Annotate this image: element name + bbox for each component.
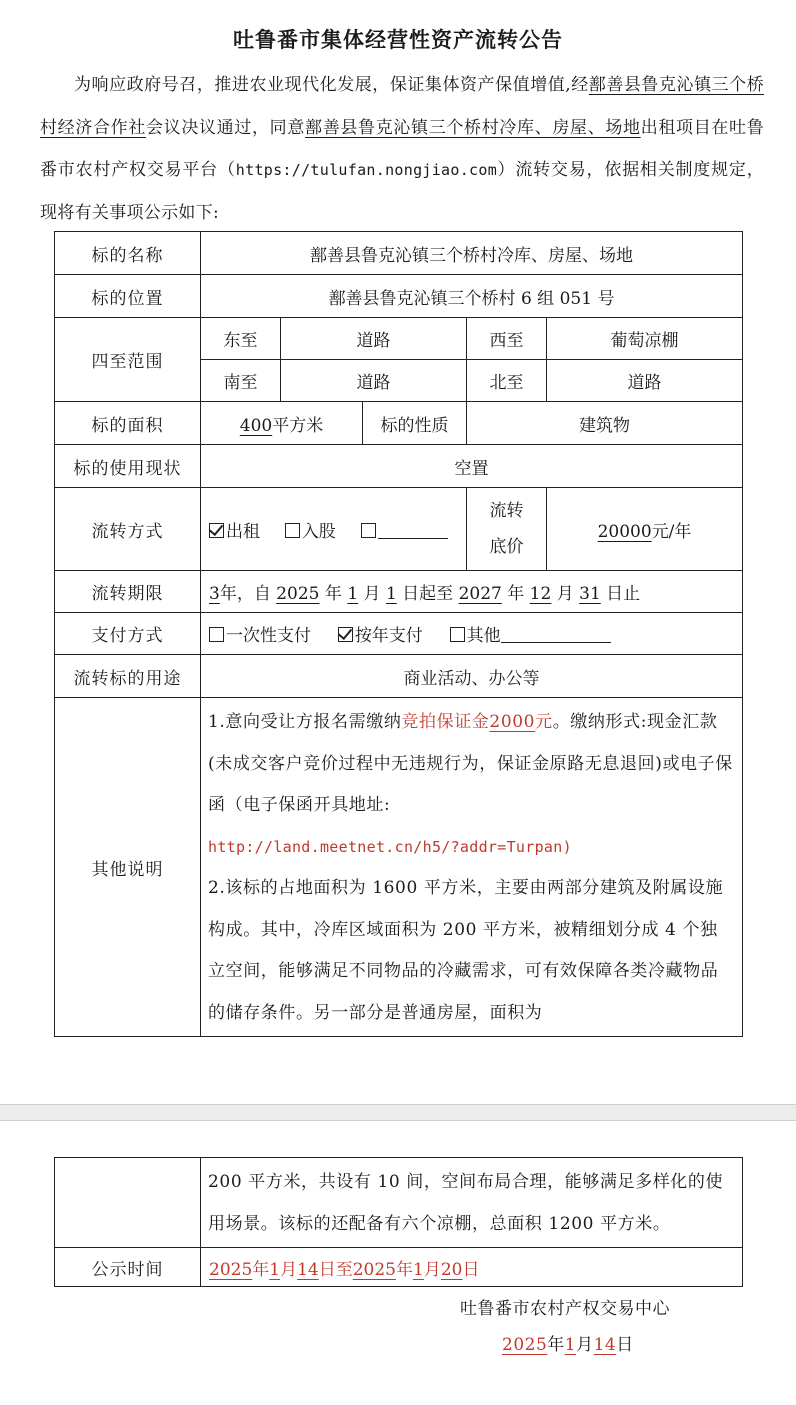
pay-yearly-checkbox[interactable] [338, 627, 353, 642]
intro-text-4: ）流转交易，依据相关制度规定，现将有关事项公示如下: [40, 160, 765, 223]
notice-end-day: 20 [440, 1259, 463, 1280]
row-name [55, 232, 743, 275]
issuer-name: 吐鲁番市农村产权交易中心 [460, 1299, 670, 1319]
name-label: 标的名称 [55, 232, 201, 275]
floor-label-1: 流转 [489, 501, 524, 521]
nature-label: 标的性质 [363, 402, 467, 445]
method-label: 流转方式 [55, 488, 201, 571]
term-text-3: 月 [358, 584, 386, 604]
term-end-month: 12 [529, 584, 552, 604]
area-number: 400 [239, 415, 273, 436]
row-status [55, 445, 743, 488]
term-end-day: 31 [579, 584, 601, 604]
floor-price-label [467, 488, 547, 571]
row-location [55, 275, 743, 318]
name-value: 鄯善县鲁克沁镇三个桥村冷库、房屋、场地 [201, 232, 743, 275]
notice-text-1: 年 [252, 1259, 270, 1280]
east-label: 东至 [201, 318, 281, 360]
area-unit: 平方米 [272, 415, 324, 436]
term-text-6: 月 [551, 584, 580, 604]
other-label-empty [55, 1158, 201, 1248]
nature-value: 建筑物 [467, 402, 743, 445]
notice-end-year: 2025 [352, 1259, 396, 1280]
east-value: 道路 [281, 318, 467, 360]
row-area [55, 402, 743, 445]
term-label: 流转期限 [55, 571, 201, 613]
notice-text-6: 日 [462, 1259, 480, 1280]
other-method-checkbox[interactable] [361, 523, 376, 538]
intro-organization: 鄯善县鲁克沁镇三个桥村经济合作社 [40, 75, 765, 138]
term-start-day: 1 [385, 584, 397, 604]
area-value [201, 402, 363, 445]
share-checkbox[interactable] [285, 523, 300, 538]
issue-day: 14 [593, 1335, 617, 1355]
row-term [55, 571, 743, 613]
notice-time-label: 公示时间 [55, 1248, 201, 1287]
floor-number: 20000 [597, 521, 652, 542]
platform-url-link[interactable]: https://tulufan.nongjiao.com [235, 161, 498, 179]
row-method [55, 488, 743, 571]
bounds-label: 四至范围 [55, 318, 201, 402]
other-method-blank[interactable] [378, 538, 448, 539]
payment-label: 支付方式 [55, 613, 201, 655]
west-value: 葡萄凉棚 [547, 318, 743, 360]
floor-label-2: 底价 [489, 537, 524, 557]
notice-text-3: 日至 [318, 1259, 353, 1280]
pay-other-blank[interactable] [501, 642, 611, 643]
issue-text-2: 月 [576, 1335, 594, 1355]
intro-text-2: 会议决议通过，同意 [146, 117, 306, 138]
pay-other-label: 其他 [466, 626, 501, 646]
term-years: 3 [209, 584, 220, 604]
term-text-1: 年，自 [219, 584, 277, 604]
south-label: 南至 [201, 360, 281, 402]
row-payment [55, 613, 743, 655]
intro-text-3: 出租项目在吐鲁番市农村产权交易平台（ [40, 117, 765, 180]
note-1-text: 1.意向受让方报名需缴纳 [208, 712, 402, 732]
note-1-continued: 。缴纳形式:现金汇款(未成交客户竞价过程中无违规行为，保证金原路无息退回)或电子保函（电子保函开具地址: [208, 712, 733, 815]
pay-other-checkbox[interactable] [450, 627, 465, 642]
status-label: 标的使用现状 [55, 445, 201, 488]
deposit-unit: 元 [535, 712, 553, 732]
notice-table [54, 231, 743, 1037]
usage-value: 商业活动、办公等 [201, 655, 743, 698]
floor-unit: 元/年 [651, 521, 692, 542]
term-start-year: 2025 [276, 584, 320, 604]
notice-start-month: 1 [269, 1259, 281, 1280]
term-text-5: 年 [501, 584, 530, 604]
row-usage [55, 655, 743, 698]
share-label: 入股 [301, 521, 336, 542]
rent-label: 出租 [226, 521, 260, 542]
issue-text-3: 日 [616, 1335, 634, 1355]
deposit-amount: 2000 [489, 712, 536, 732]
notice-start-year: 2025 [209, 1259, 253, 1280]
intro-text-1: 为响应政府号召，推进农业现代化发展，保证集体资产保值增值,经 [74, 75, 589, 95]
issue-date [502, 1330, 634, 1355]
location-label: 标的位置 [55, 275, 201, 318]
payment-options [201, 613, 743, 655]
intro-project: 鄯善县鲁克沁镇三个桥村冷库、房屋、场地 [305, 117, 641, 138]
term-start-month: 1 [347, 584, 359, 604]
notice-text-2: 月 [280, 1259, 298, 1280]
other-label: 其他说明 [55, 698, 201, 1037]
pay-once-label: 一次性支付 [226, 626, 311, 646]
method-options [201, 488, 467, 571]
note-2-text: 2.该标的占地面积为 1600 平方米，主要由两部分建筑及附属设施构成。其中，冷库区域面积为 200 平方米，被精细划分成 4 个独立空间，能够满足不同物品的冷藏需求，可有效保障各类冷藏物品的储存条件。另一部分是普通房屋，面积为 [208, 878, 724, 1023]
other-notes-continued: 200 平方米，共设有 10 间，空间布局合理，能够满足多样化的使用场景。该标的还配备有六个凉棚，总面积 1200 平方米。 [201, 1158, 743, 1248]
other-notes [201, 698, 743, 1037]
term-text-7: 日止 [600, 584, 641, 604]
notice-start-day: 14 [297, 1259, 319, 1280]
term-text-4: 日起至 [396, 584, 459, 604]
north-value: 道路 [547, 360, 743, 402]
issue-year: 2025 [502, 1335, 548, 1355]
deposit-label: 竞拍保证金 [401, 712, 490, 732]
e-guarantee-link[interactable]: http://land.meetnet.cn/h5/?addr=Turpan) [208, 837, 572, 856]
row-bounds-1 [55, 318, 743, 360]
notice-end-month: 1 [413, 1259, 424, 1280]
location-value: 鄯善县鲁克沁镇三个桥村 6 组 051 号 [201, 275, 743, 318]
intro-paragraph [40, 64, 764, 234]
notice-text-5: 月 [423, 1259, 441, 1280]
row-notice-time [55, 1248, 743, 1287]
notice-text-4: 年 [396, 1259, 413, 1280]
notice-table-continued [54, 1157, 743, 1287]
issue-month: 1 [564, 1335, 577, 1355]
term-text-2: 年 [319, 584, 348, 604]
notice-time-value [201, 1248, 743, 1287]
south-value: 道路 [281, 360, 467, 402]
area-label: 标的面积 [55, 402, 201, 445]
row-other-continued [55, 1158, 743, 1248]
issue-text-1: 年 [547, 1335, 565, 1355]
pay-once-checkbox[interactable] [209, 627, 224, 642]
term-value [201, 571, 743, 613]
rent-checkbox[interactable] [209, 523, 224, 538]
page-title: 吐鲁番市集体经营性资产流转公告 [233, 28, 563, 52]
pay-yearly-label: 按年支付 [354, 626, 423, 646]
term-end-year: 2027 [458, 584, 502, 604]
row-other [55, 698, 743, 1037]
floor-price-value [547, 488, 743, 571]
west-label: 西至 [467, 318, 547, 360]
usage-label: 流转标的用途 [55, 655, 201, 698]
status-value: 空置 [201, 445, 743, 488]
north-label: 北至 [467, 360, 547, 402]
